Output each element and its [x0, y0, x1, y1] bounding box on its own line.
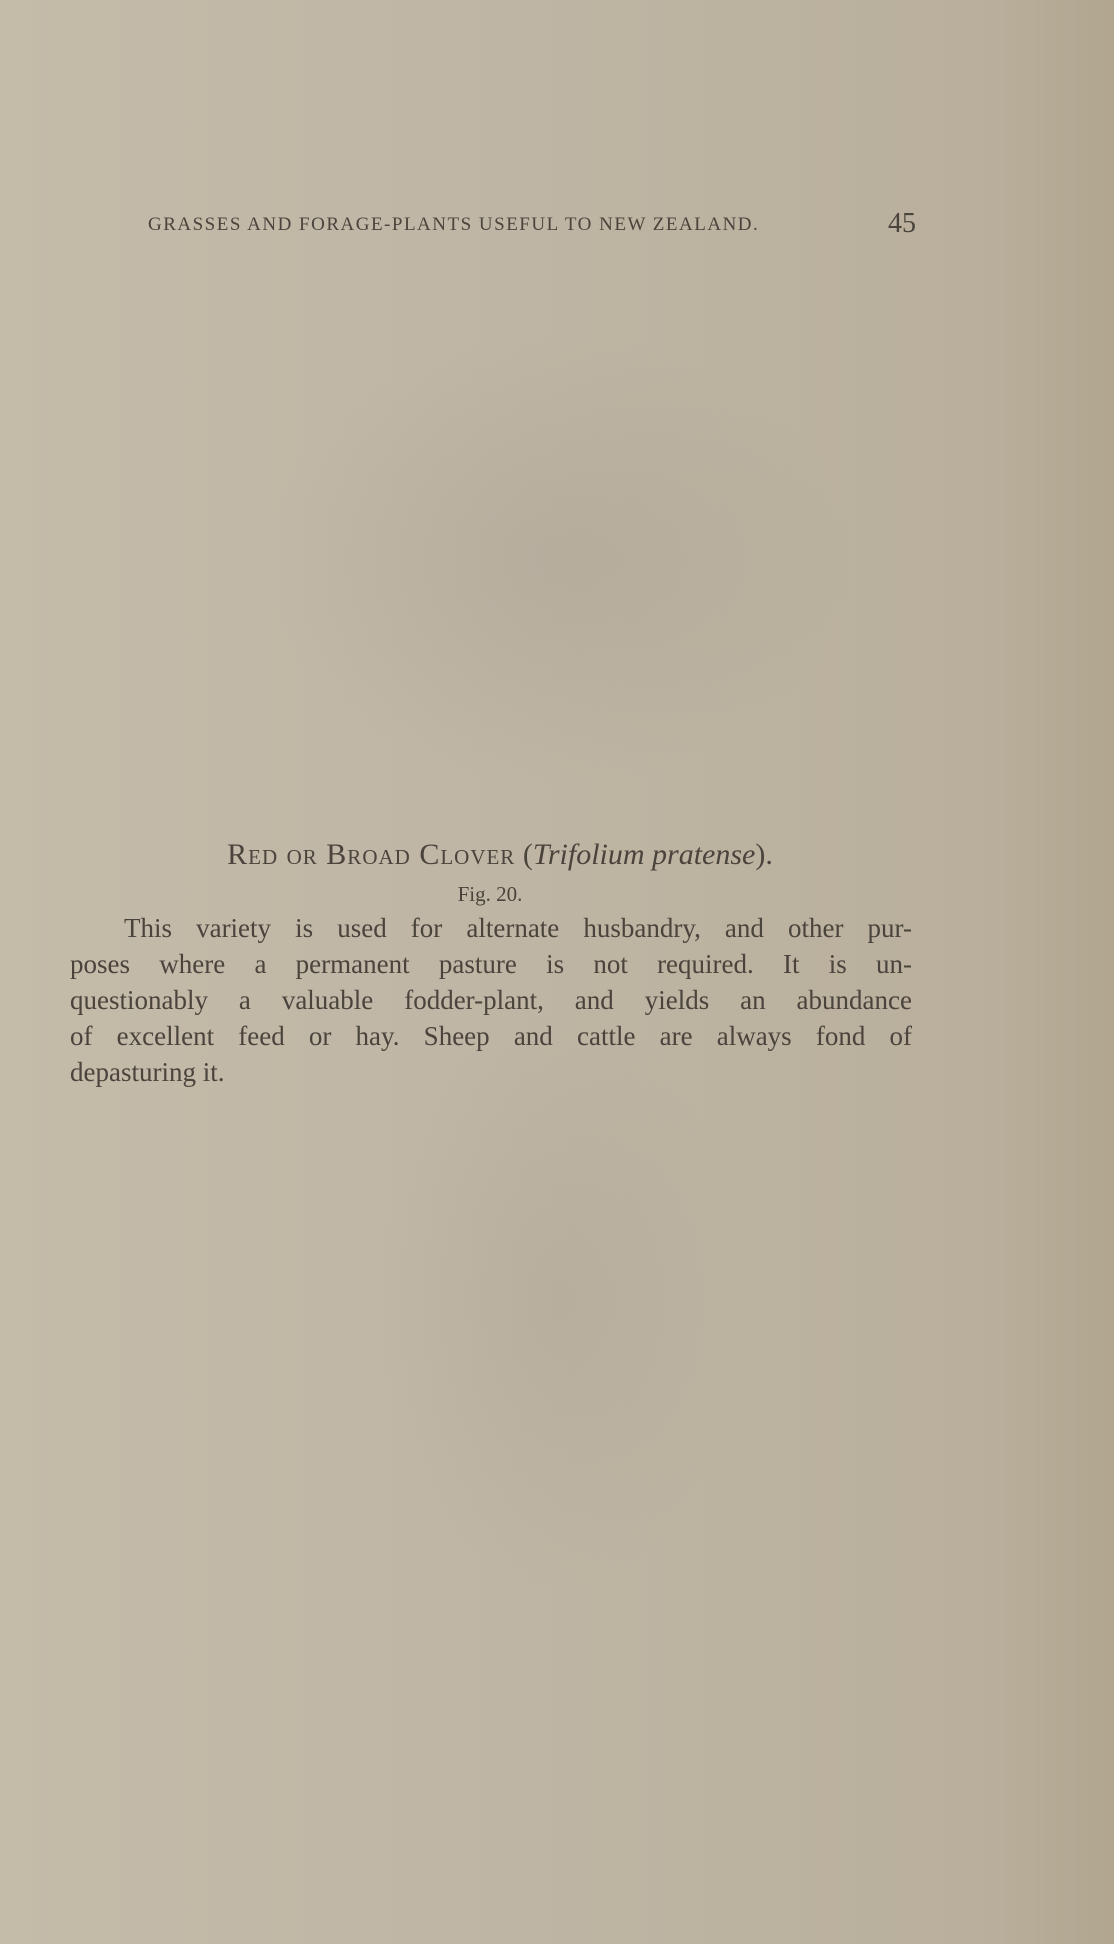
running-title: GRASSES AND FORAGE-PLANTS USEFUL TO NEW ZEALAND. [148, 214, 760, 235]
body-line: of excellent feed or hay. Sheep and cattle are always fond of [70, 1021, 912, 1051]
section-heading [0, 838, 1000, 872]
open-paren: ( [522, 838, 533, 871]
body-line: This variety is used for alternate husbandry, and other pur- [124, 913, 912, 943]
scientific-name: Trifolium pratense [532, 838, 756, 871]
running-head [148, 210, 918, 240]
figure-label: Fig. 20. [457, 882, 523, 906]
body-line: questionably a valuable fodder-plant, and yields an abundance [70, 985, 912, 1015]
close-paren: ). [755, 838, 773, 871]
common-name: Red or Broad Clover [227, 838, 516, 871]
body-line: depasturing it. [70, 1057, 225, 1087]
page-number: 45 [888, 208, 916, 239]
body-line: poses where a permanent pasture is not required. It is un- [70, 949, 912, 979]
body-paragraph [70, 910, 912, 1090]
